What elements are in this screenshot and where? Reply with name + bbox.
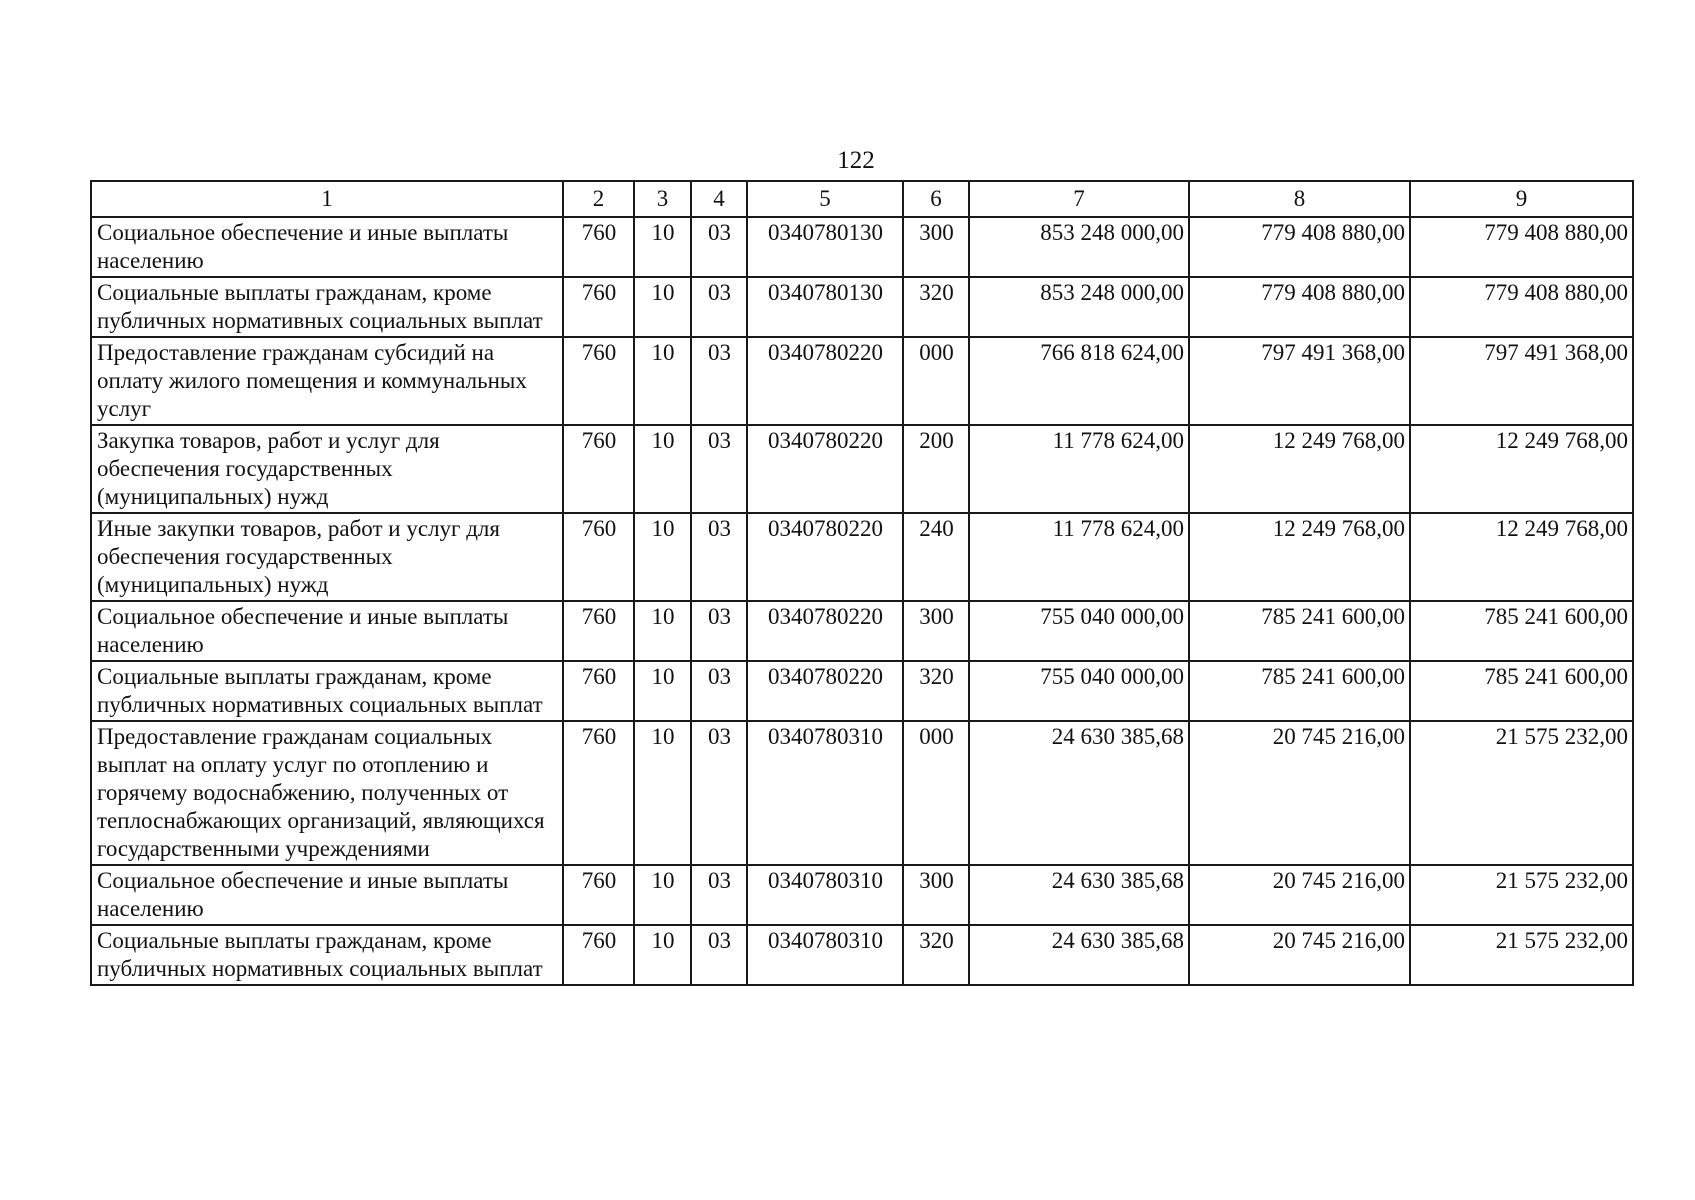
header-cell-8: 8 (1189, 181, 1410, 217)
row-c2: 760 (563, 513, 634, 601)
header-cell-6: 6 (903, 181, 969, 217)
table-row (91, 277, 1633, 337)
row-c7: 766 818 624,00 (969, 337, 1189, 425)
row-c4: 03 (691, 513, 747, 601)
row-c7: 11 778 624,00 (969, 425, 1189, 513)
row-c9: 21 575 232,00 (1410, 925, 1633, 985)
row-c6: 300 (903, 865, 969, 925)
header-cell-2: 2 (563, 181, 634, 217)
row-c6: 300 (903, 217, 969, 277)
row-c2: 760 (563, 601, 634, 661)
row-c9: 785 241 600,00 (1410, 661, 1633, 721)
row-c5: 0340780130 (747, 277, 903, 337)
row-c5: 0340780220 (747, 601, 903, 661)
table-row (91, 721, 1633, 865)
row-c5: 0340780220 (747, 513, 903, 601)
row-c4: 03 (691, 277, 747, 337)
header-cell-3: 3 (634, 181, 691, 217)
row-c6: 240 (903, 513, 969, 601)
row-c9: 785 241 600,00 (1410, 601, 1633, 661)
row-c9: 797 491 368,00 (1410, 337, 1633, 425)
row-name: Социальные выплаты гражданам, кроме публичных нормативных социальных выплат (91, 277, 563, 337)
row-c6: 000 (903, 337, 969, 425)
row-c8: 785 241 600,00 (1189, 601, 1410, 661)
row-c5: 0340780220 (747, 425, 903, 513)
row-c6: 320 (903, 661, 969, 721)
row-name: Закупка товаров, работ и услуг для обеспечения государственных (муниципальных) нужд (91, 425, 563, 513)
row-c9: 12 249 768,00 (1410, 425, 1633, 513)
row-c7: 24 630 385,68 (969, 721, 1189, 865)
row-c9: 12 249 768,00 (1410, 513, 1633, 601)
table-row (91, 217, 1633, 277)
row-c8: 785 241 600,00 (1189, 661, 1410, 721)
table-row (91, 337, 1633, 425)
row-c8: 12 249 768,00 (1189, 425, 1410, 513)
row-c5: 0340780220 (747, 337, 903, 425)
row-c8: 797 491 368,00 (1189, 337, 1410, 425)
header-cell-4: 4 (691, 181, 747, 217)
row-c7: 853 248 000,00 (969, 277, 1189, 337)
row-c7: 24 630 385,68 (969, 925, 1189, 985)
row-c7: 755 040 000,00 (969, 661, 1189, 721)
row-name: Предоставление гражданам социальных выплат на оплату услуг по отоплению и горячему водоснабжению, полученных от теплоснабжающих организаций, являющихся государственными учреждениями (91, 721, 563, 865)
row-c3: 10 (634, 865, 691, 925)
row-c8: 12 249 768,00 (1189, 513, 1410, 601)
row-c3: 10 (634, 513, 691, 601)
row-c6: 320 (903, 925, 969, 985)
row-c8: 20 745 216,00 (1189, 865, 1410, 925)
row-c2: 760 (563, 661, 634, 721)
row-c6: 320 (903, 277, 969, 337)
row-c4: 03 (691, 865, 747, 925)
row-c4: 03 (691, 925, 747, 985)
row-c6: 200 (903, 425, 969, 513)
table-row (91, 925, 1633, 985)
row-c2: 760 (563, 721, 634, 865)
row-c3: 10 (634, 721, 691, 865)
header-cell-9: 9 (1410, 181, 1633, 217)
row-c7: 853 248 000,00 (969, 217, 1189, 277)
header-cell-5: 5 (747, 181, 903, 217)
row-c5: 0340780310 (747, 721, 903, 865)
row-c7: 11 778 624,00 (969, 513, 1189, 601)
row-c8: 779 408 880,00 (1189, 217, 1410, 277)
row-name: Социальное обеспечение и иные выплаты населению (91, 601, 563, 661)
row-c4: 03 (691, 601, 747, 661)
row-c2: 760 (563, 865, 634, 925)
row-c8: 20 745 216,00 (1189, 721, 1410, 865)
row-c2: 760 (563, 277, 634, 337)
row-c4: 03 (691, 337, 747, 425)
budget-table (90, 180, 1634, 986)
row-c2: 760 (563, 925, 634, 985)
table-row (91, 661, 1633, 721)
row-c4: 03 (691, 721, 747, 865)
row-name: Социальное обеспечение и иные выплаты населению (91, 865, 563, 925)
row-name: Предоставление гражданам субсидий на оплату жилого помещения и коммунальных услуг (91, 337, 563, 425)
table-row (91, 865, 1633, 925)
row-c8: 20 745 216,00 (1189, 925, 1410, 985)
row-c3: 10 (634, 661, 691, 721)
header-cell-7: 7 (969, 181, 1189, 217)
row-c3: 10 (634, 601, 691, 661)
row-c8: 779 408 880,00 (1189, 277, 1410, 337)
page-number: 122 (837, 147, 875, 174)
row-c3: 10 (634, 925, 691, 985)
row-name: Иные закупки товаров, работ и услуг для обеспечения государственных (муниципальных) нужд (91, 513, 563, 601)
row-c5: 0340780130 (747, 217, 903, 277)
header-cell-1: 1 (91, 181, 563, 217)
row-name: Социальные выплаты гражданам, кроме публичных нормативных социальных выплат (91, 661, 563, 721)
row-c7: 24 630 385,68 (969, 865, 1189, 925)
row-c4: 03 (691, 425, 747, 513)
row-c3: 10 (634, 217, 691, 277)
row-c4: 03 (691, 217, 747, 277)
table-row (91, 425, 1633, 513)
row-c5: 0340780310 (747, 865, 903, 925)
table-row (91, 601, 1633, 661)
row-c2: 760 (563, 217, 634, 277)
row-c7: 755 040 000,00 (969, 601, 1189, 661)
row-c6: 300 (903, 601, 969, 661)
row-c3: 10 (634, 425, 691, 513)
row-c9: 779 408 880,00 (1410, 217, 1633, 277)
row-c5: 0340780220 (747, 661, 903, 721)
row-c5: 0340780310 (747, 925, 903, 985)
row-c9: 21 575 232,00 (1410, 721, 1633, 865)
table-row (91, 513, 1633, 601)
row-c3: 10 (634, 277, 691, 337)
row-name: Социальные выплаты гражданам, кроме публичных нормативных социальных выплат (91, 925, 563, 985)
header-row (91, 181, 1633, 217)
row-c2: 760 (563, 337, 634, 425)
row-c3: 10 (634, 337, 691, 425)
row-c9: 779 408 880,00 (1410, 277, 1633, 337)
row-c6: 000 (903, 721, 969, 865)
row-c4: 03 (691, 661, 747, 721)
row-name: Социальное обеспечение и иные выплаты населению (91, 217, 563, 277)
row-c9: 21 575 232,00 (1410, 865, 1633, 925)
row-c2: 760 (563, 425, 634, 513)
